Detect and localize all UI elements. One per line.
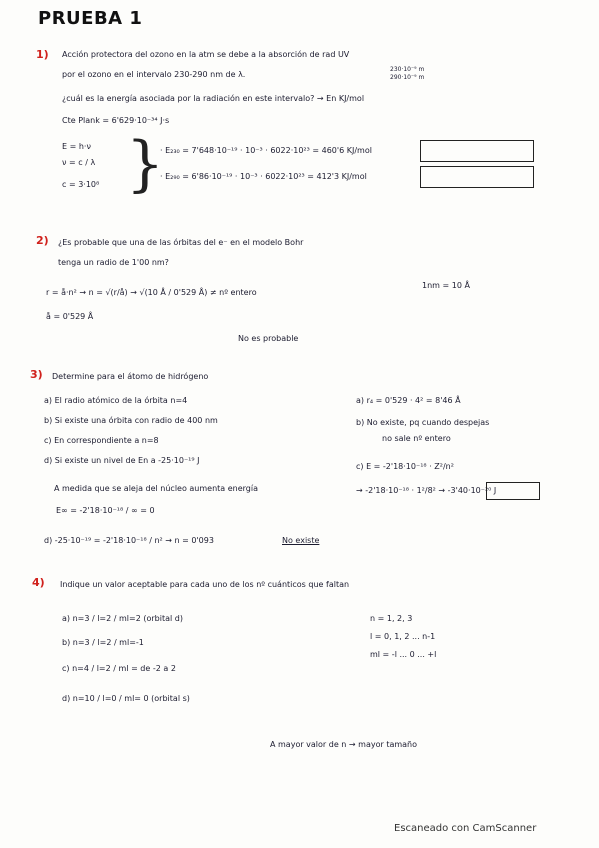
q1-planck: Cte Plank = 6'629·10⁻³⁴ J·s xyxy=(62,116,170,125)
q1-paren-230: 230·10⁻⁹ m xyxy=(390,66,425,73)
q2-alpha: å = 0'529 Å xyxy=(46,312,94,321)
q3-e-infinity: E∞ = -2'18·10⁻¹⁸ / ∞ = 0 xyxy=(56,506,155,515)
q4-d: d) n=10 / l=0 / ml= 0 (orbital s) xyxy=(62,694,190,703)
q3-answer-c1: c) E = -2'18·10⁻¹⁸ · Z²/n² xyxy=(356,462,454,471)
q2-number: 2) xyxy=(36,234,49,247)
q4-conclusion: A mayor valor de n → mayor tamaño xyxy=(270,740,418,749)
q1-e290-answer-box xyxy=(420,166,534,188)
q3-answer-b2: no sale nº entero xyxy=(382,434,451,443)
q3-d: d) Si existe un nivel de En a -25·10⁻¹⁹ J xyxy=(44,456,200,465)
q1-nu-formula: ν = c / λ xyxy=(62,158,96,167)
q4-a: a) n=3 / l=2 / ml=2 (orbital d) xyxy=(62,614,183,623)
q4-c: c) n=4 / l=2 / ml = de -2 a 2 xyxy=(62,664,176,673)
q4-rule-ml: ml = -l ... 0 ... +l xyxy=(370,650,437,659)
q1-e-formula: E = h·ν xyxy=(62,142,91,151)
q4-rule-l: l = 0, 1, 2 ... n-1 xyxy=(370,632,436,641)
q3-c: c) En correspondiente a n=8 xyxy=(44,436,159,445)
q3-title: Determine para el átomo de hidrógeno xyxy=(52,372,209,381)
q1-paren-290: 290·10⁻⁹ m xyxy=(390,74,425,81)
q2-line1: ¿Es probable que una de las órbitas del e⁻ en el modelo Bohr xyxy=(58,238,304,247)
q3-answer-a: a) r₄ = 0'529 · 4² = 8'46 Å xyxy=(356,396,461,405)
q1-c-value: c = 3·10⁸ xyxy=(62,180,100,189)
q1-brace: } xyxy=(126,129,165,199)
q4-rule-n: n = 1, 2, 3 xyxy=(370,614,413,623)
q3-answer-b1: b) No existe, pq cuando despejas xyxy=(356,418,490,427)
q1-e230-answer-box xyxy=(420,140,534,162)
q3-note: A medida que se aleja del núcleo aumenta energía xyxy=(54,484,259,493)
q1-e230: · E₂₃₀ = 7'648·10⁻¹⁹ · 10⁻³ · 6022·10²³ = 460'6 KJ/mol xyxy=(160,146,372,155)
scanner-watermark: Escaneado con CamScanner xyxy=(394,823,537,834)
q1-line1: Acción protectora del ozono en la atm se debe a la absorción de rad UV xyxy=(62,50,350,59)
q3-b: b) Si existe una órbita con radio de 400 nm xyxy=(44,416,218,425)
q1-line2: por el ozono en el intervalo 230-290 nm de λ. xyxy=(62,70,246,79)
q3-d-answer: No existe xyxy=(282,536,320,545)
q2-line2: tenga un radio de 1'00 nm? xyxy=(58,258,169,267)
q3-d-calculation: d) -25·10⁻¹⁹ = -2'18·10⁻¹⁸ / n² → n = 0'093 xyxy=(44,536,214,545)
page-title: PRUEBA 1 xyxy=(38,8,143,29)
q4-number: 4) xyxy=(32,576,45,589)
q2-conversion: 1nm = 10 Å xyxy=(422,281,470,290)
q3-a: a) El radio atómico de la órbita n=4 xyxy=(44,396,188,405)
q1-number: 1) xyxy=(36,48,49,61)
q1-e290: · E₂₉₀ = 6'86·10⁻¹⁹ · 10⁻³ · 6022·10²³ = 412'3 KJ/mol xyxy=(160,172,367,181)
q3-answer-c2: → -2'18·10⁻¹⁸ · 1²/8² → -3'40·10⁻²⁰ J xyxy=(356,486,497,495)
q3-number: 3) xyxy=(30,368,43,381)
q2-formula: r = å·n² → n = √(r/å) → √(10 Å / 0'529 Å) ≠ nº entero xyxy=(46,288,257,297)
q4-title: Indique un valor aceptable para cada uno de los nº cuánticos que faltan xyxy=(60,580,350,589)
q4-b: b) n=3 / l=2 / ml=-1 xyxy=(62,638,144,647)
q1-line3: ¿cuál es la energía asociada por la radiación en este intervalo? → En KJ/mol xyxy=(62,94,365,103)
q2-answer: No es probable xyxy=(238,334,299,343)
q3-c-answer-box xyxy=(486,482,540,500)
